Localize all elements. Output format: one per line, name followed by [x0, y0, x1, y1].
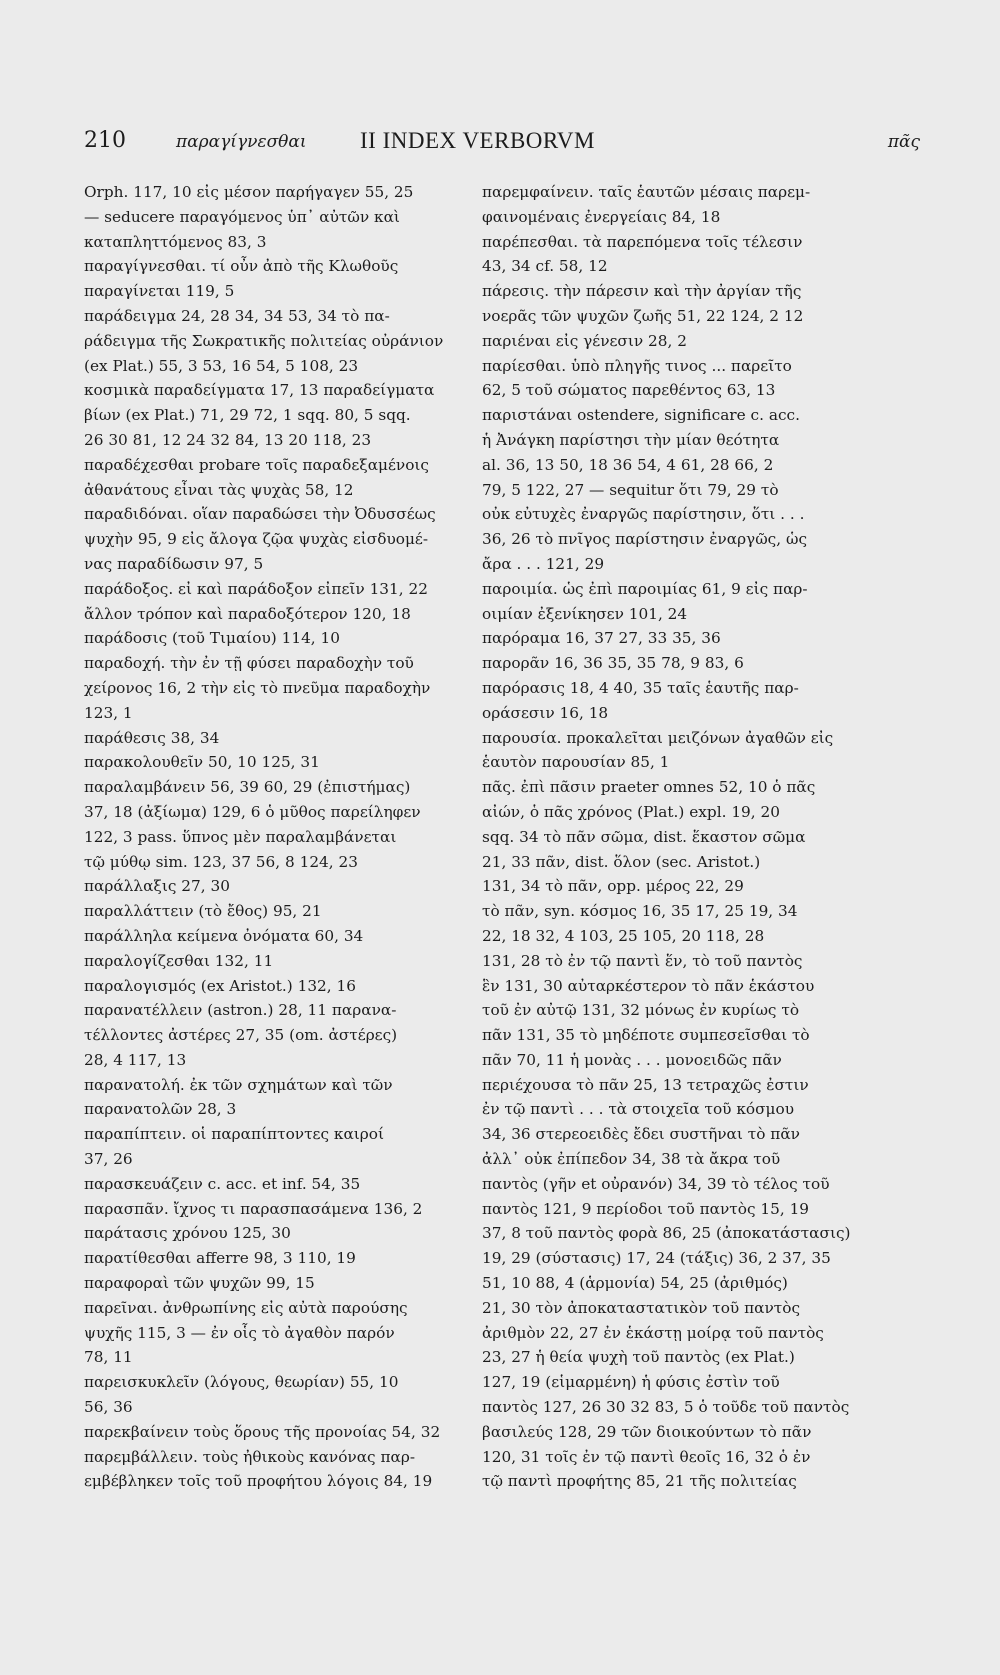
index-line: παραπίπτειν. οἱ παραπίπτοντες καιροί: [84, 1125, 384, 1144]
index-line: 37, 26: [84, 1150, 133, 1169]
index-line: παντὸς 127, 26 30 32 83, 5 ὁ τοῦδε τοῦ παντὸς: [482, 1398, 850, 1417]
index-line: παροιμία. ὡς ἐπὶ παροιμίας 61, 9 εἰς παρ-: [482, 579, 808, 598]
index-line: 37, 18 (ἀξίωμα) 129, 6 ὁ μῦθος παρείληφεν: [84, 802, 421, 821]
index-line: παραλογισμός (ex Aristot.) 132, 16: [84, 976, 356, 995]
index-line: παράλληλα κείμενα ὀνόματα 60, 34: [84, 926, 364, 945]
index-line: παραδοχή. τὴν ἐν τῇ φύσει παραδοχὴν τοῦ: [84, 654, 414, 673]
index-line: τῷ μύθῳ sim. 123, 37 56, 8 124, 23: [84, 852, 358, 871]
left-column: [84, 180, 494, 1494]
index-line: 51, 10 88, 4 (ἁρμονία) 54, 25 (ἀριθμός): [482, 1274, 788, 1293]
index-line: παράδειγμα 24, 28 34, 34 53, 34 τὸ πα-: [84, 306, 390, 325]
index-line: παντὸς (γῆν et οὐρανόν) 34, 39 τὸ τέλος τοῦ: [482, 1174, 830, 1193]
index-line: παράθεσις 38, 34: [84, 728, 220, 747]
index-line: περιέχουσα τὸ πᾶν 25, 13 τετραχῶς ἐστιν: [482, 1075, 809, 1094]
index-line: παρακολουθεῖν 50, 10 125, 31: [84, 753, 320, 772]
index-line: καταπληττόμενος 83, 3: [84, 232, 267, 251]
header-last-word: πᾶς: [887, 132, 920, 152]
index-line: παρίεσθαι. ὑπὸ πληγῆς τινος ... παρεῖτο: [482, 356, 792, 375]
index-line: 22, 18 32, 4 103, 25 105, 20 118, 28: [482, 926, 765, 945]
index-line: παρανατολή. ἐκ τῶν σχημάτων καὶ τῶν: [84, 1075, 393, 1094]
page-title: II INDEX VERBORVM: [360, 128, 595, 153]
index-line: νας παραδίδωσιν 97, 5: [84, 554, 264, 573]
index-line: βασιλεύς 128, 29 τῶν διοικούντων τὸ πᾶν: [482, 1422, 812, 1441]
index-line: παρεκβαίνειν τοὺς ὅρους τῆς προνοίας 54, 32: [84, 1422, 441, 1441]
index-line: κοσμικὰ παραδείγματα 17, 13 παραδείγματα: [84, 381, 435, 400]
index-line: οὐκ εὐτυχὲς ἐναργῶς παρίστησιν, ὅτι . . .: [482, 505, 805, 524]
index-line: 62, 5 τοῦ σώματος παρεθέντος 63, 13: [482, 381, 776, 400]
index-line: τέλλοντες ἀστέρες 27, 35 (om. ἀστέρες): [84, 1026, 398, 1045]
index-line: παρασκευάζειν c. acc. et inf. 54, 35: [84, 1174, 361, 1193]
index-line: ἄρα . . . 121, 29: [482, 554, 605, 573]
index-line: παρεμφαίνειν. ταῖς ἑαυτῶν μέσαις παρεμ-: [482, 183, 811, 201]
header-first-word: παραγίγνεσθαι: [176, 132, 307, 152]
index-line: 36, 26 τὸ πνῖγος παρίστησιν ἐναργῶς, ὡς: [482, 530, 808, 549]
index-line: παραλαμβάνειν 56, 39 60, 29 (ἐπιστήμας): [84, 778, 411, 797]
running-header: [84, 120, 920, 160]
index-line: πᾶν 70, 11 ἡ μονὰς . . . μονοειδῶς πᾶν: [482, 1050, 782, 1069]
index-line: 26 30 81, 12 24 32 84, 13 20 118, 23: [84, 430, 372, 449]
index-line: φαινομέναις ἐνεργείαις 84, 18: [482, 207, 721, 226]
index-line: παριέναι εἰς γένεσιν 28, 2: [482, 331, 687, 350]
index-line: παράδοξος. εἰ καὶ παράδοξον εἰπεῖν 131, 22: [84, 579, 428, 598]
index-line: 122, 3 pass. ὕπνος μὲν παραλαμβάνεται: [84, 827, 397, 846]
index-line: παραλλάττειν (τὸ ἔθος) 95, 21: [84, 902, 322, 921]
index-line: βίων (ex Plat.) 71, 29 72, 1 sqq. 80, 5 sqq.: [84, 406, 411, 425]
index-line: παρόρασις 18, 4 40, 35 ταῖς ἑαυτῆς παρ-: [482, 678, 799, 697]
index-line: ἄλλον τρόπον καὶ παραδοξότερον 120, 18: [84, 604, 411, 623]
index-line: τῷ παντὶ προφήτης 85, 21 τῆς πολιτείας: [482, 1472, 797, 1491]
index-line: τοῦ ἐν αὐτῷ 131, 32 μόνως ἐν κυρίως τὸ: [482, 1001, 800, 1020]
index-line: ψυχὴν 95, 9 εἰς ἄλογα ζῷα ψυχὰς εἰσδυομέ-: [84, 530, 428, 549]
index-line: 21, 33 πᾶν, dist. ὅλον (sec. Aristot.): [482, 852, 761, 871]
index-line: ψυχῆς 115, 3 — ἐν οἷς τὸ ἀγαθὸν παρόν: [84, 1323, 395, 1342]
index-line: παρόραμα 16, 37 27, 33 35, 36: [482, 629, 721, 648]
index-line: 37, 8 τοῦ παντὸς φορὰ 86, 25 (ἀποκατάστασις): [482, 1224, 851, 1243]
index-line: παρουσία. προκαλεῖται μειζόνων ἀγαθῶν εἰς: [482, 728, 834, 747]
index-line: 56, 36: [84, 1398, 133, 1417]
index-line: πᾶν 131, 35 τὸ μηδέποτε συμπεσεῖσθαι τὸ: [482, 1026, 810, 1045]
index-line: 131, 34 τὸ πᾶν, opp. μέρος 22, 29: [482, 877, 744, 896]
index-line: παράτασις χρόνου 125, 30: [84, 1224, 291, 1243]
index-line: 79, 5 122, 27 — sequitur ὅτι 79, 29 τὸ: [482, 480, 779, 499]
index-line: 34, 36 στερεοειδὲς ἔδει συστῆναι τὸ πᾶν: [482, 1125, 800, 1144]
index-line: ἡ Ἀνάγκη παρίστησι τὴν μίαν θεότητα: [482, 430, 780, 449]
index-line: νοερᾶς τῶν ψυχῶν ζωῆς 51, 22 124, 2 12: [482, 306, 804, 325]
index-line: 127, 19 (εἱμαρμένη) ἡ φύσις ἐστὶν τοῦ: [482, 1373, 780, 1392]
index-line: 21, 30 τὸν ἀποκαταστατικὸν τοῦ παντὸς: [482, 1298, 801, 1317]
index-line: παρορᾶν 16, 36 35, 35 78, 9 83, 6: [482, 654, 744, 673]
index-line: al. 36, 13 50, 18 36 54, 4 61, 28 66, 2: [482, 455, 774, 474]
index-line: παράλλαξις 27, 30: [84, 877, 230, 896]
index-line: αἰών, ὁ πᾶς χρόνος (Plat.) expl. 19, 20: [482, 802, 780, 821]
index-line: παρεισκυκλεῖν (λόγους, θεωρίαν) 55, 10: [84, 1373, 399, 1392]
index-line: ράδειγμα τῆς Σωκρατικῆς πολιτείας οὐράνιον: [84, 331, 444, 350]
index-line: παρασπᾶν. ἴχνος τι παρασπασάμενα 136, 2: [84, 1199, 423, 1218]
index-line: παρεῖναι. ἀνθρωπίνης εἰς αὐτὰ παρούσης: [84, 1298, 408, 1317]
index-line: 19, 29 (σύστασις) 17, 24 (τάξις) 36, 2 37, 35: [482, 1249, 831, 1268]
index-line: 131, 28 τὸ ἐν τῷ παντὶ ἕν, τὸ τοῦ παντὸς: [482, 951, 803, 970]
index-line: παρανατέλλειν (astron.) 28, 11 παρανα-: [84, 1001, 397, 1020]
index-line: ἀλλ᾽ οὐκ ἐπίπεδον 34, 38 τὰ ἄκρα τοῦ: [482, 1150, 781, 1169]
index-line: χείρονος 16, 2 τὴν εἰς τὸ πνεῦμα παραδοχὴν: [84, 678, 431, 697]
index-line: παρέπεσθαι. τὰ παρεπόμενα τοῖς τέλεσιν: [482, 232, 803, 251]
index-line: ἐν τῷ παντὶ . . . τὰ στοιχεῖα τοῦ κόσμου: [482, 1100, 794, 1119]
index-line: τὸ πᾶν, syn. κόσμος 16, 35 17, 25 19, 34: [482, 902, 798, 921]
index-line: παρανατολῶν 28, 3: [84, 1100, 237, 1119]
right-column: [482, 180, 922, 1494]
page-number: 210: [84, 128, 126, 153]
index-line: παντὸς 121, 9 περίοδοι τοῦ παντὸς 15, 19: [482, 1199, 810, 1218]
index-line: παριστάναι ostendere, significare c. acc.: [482, 406, 800, 425]
index-line: ἀθανάτους εἶναι τὰς ψυχὰς 58, 12: [84, 480, 354, 499]
index-line: οιμίαν ἐξενίκησεν 101, 24: [482, 604, 688, 623]
index-line: sqq. 34 τὸ πᾶν σῶμα, dist. ἕκαστον σῶμα: [482, 827, 806, 846]
index-line: παρατίθεσθαι afferre 98, 3 110, 19: [84, 1249, 356, 1268]
index-line: παραγίνεται 119, 5: [84, 282, 235, 301]
index-line: ἑαυτὸν παρουσίαν 85, 1: [482, 753, 670, 772]
index-line: παραδιδόναι. οἵαν παραδώσει τὴν Ὀδυσσέως: [84, 505, 436, 524]
index-line: οράσεσιν 16, 18: [482, 703, 609, 722]
index-line: 78, 11: [84, 1348, 133, 1367]
index-line: 28, 4 117, 13: [84, 1050, 187, 1069]
index-line: ἀριθμὸν 22, 27 ἐν ἑκάστῃ μοίρᾳ τοῦ παντὸς: [482, 1323, 824, 1342]
index-line: ἓν 131, 30 αὐταρκέστερον τὸ πᾶν ἑκάστου: [482, 976, 815, 995]
index-line: πάρεσις. τὴν πάρεσιν καὶ τὴν ἀργίαν τῆς: [482, 282, 802, 301]
index-line: παρεμβάλλειν. τοὺς ἠθικοὺς κανόνας παρ-: [84, 1447, 416, 1466]
index-line: παράδοσις (τοῦ Τιμαίου) 114, 10: [84, 629, 340, 648]
index-line: παραδέχεσθαι probare τοῖς παραδεξαμένοις: [84, 455, 429, 474]
index-line: παραφοραὶ τῶν ψυχῶν 99, 15: [84, 1274, 315, 1293]
index-line: 23, 27 ἡ θεία ψυχὴ τοῦ παντὸς (ex Plat.): [482, 1348, 795, 1367]
index-line: 120, 31 τοῖς ἐν τῷ παντὶ θεοῖς 16, 32 ὁ ἐν: [482, 1447, 811, 1466]
index-line: 43, 34 cf. 58, 12: [482, 257, 608, 276]
index-line: πᾶς. ἐπὶ πᾶσιν praeter omnes 52, 10 ὁ πᾶς: [482, 778, 816, 797]
index-line: παραγίγνεσθαι. τί οὖν ἀπὸ τῆς Κλωθοῦς: [84, 257, 399, 276]
index-line: (ex Plat.) 55, 3 53, 16 54, 5 108, 23: [84, 356, 359, 375]
index-line: παραλογίζεσθαι 132, 11: [84, 951, 274, 970]
index-line: εμβέβληκεν τοῖς τοῦ προφήτου λόγοις 84, 19: [84, 1472, 433, 1491]
index-line: 123, 1: [84, 703, 133, 722]
index-line: — seducere παραγόμενος ὑπ᾽ αὐτῶν καὶ: [84, 207, 400, 226]
index-line: Orph. 117, 10 εἰς μέσον παρήγαγεν 55, 25: [84, 183, 414, 201]
